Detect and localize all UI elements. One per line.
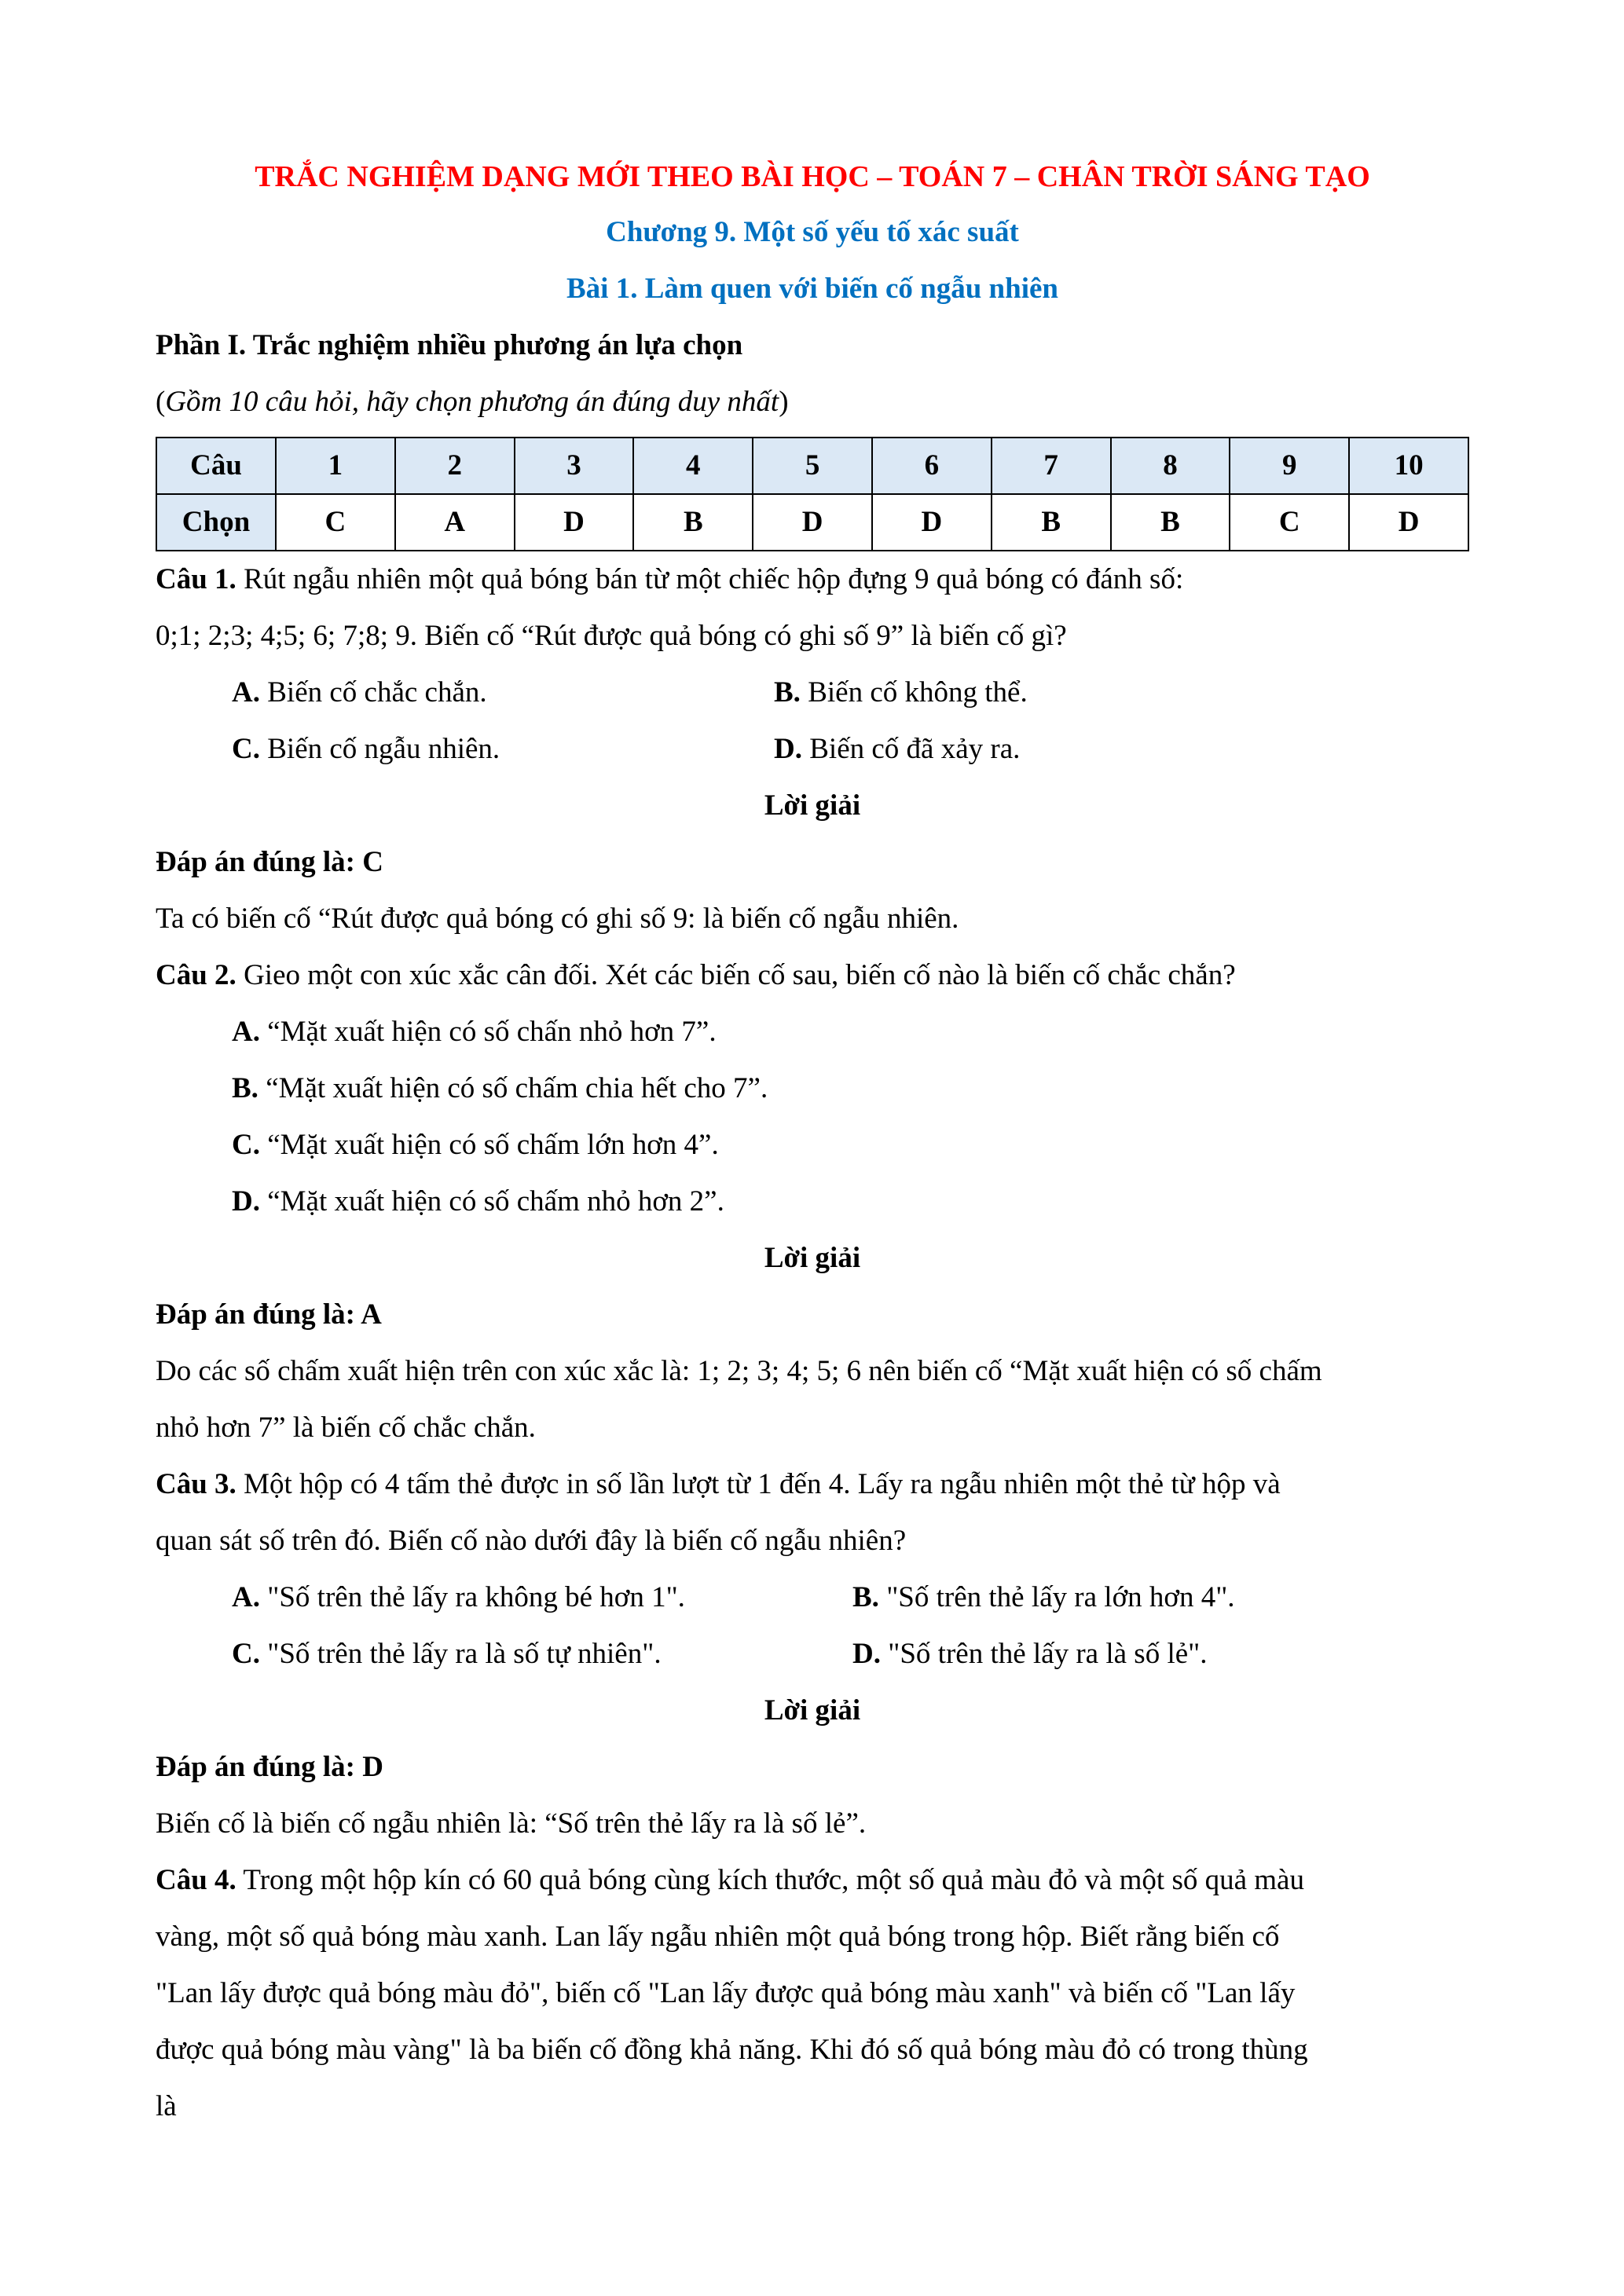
question-1-stem-line2: 0;1; 2;3; 4;5; 6; 7;8; 9. Biến cố “Rút được quả bóng có ghi số 9” là biến cố gì? — [156, 620, 1067, 652]
question-3-options-row1 — [156, 1569, 1469, 1626]
question-3-stem: Câu 3. Một hộp có 4 tấm thẻ được in số lần lượt từ 1 đến 4. Lấy ra ngẫu nhiên một thẻ từ hộp và — [156, 1468, 1281, 1500]
question-label: Câu 1. — [156, 563, 236, 595]
question-number-cell: 4 — [633, 438, 753, 494]
chapter-heading: Chương 9. Một số yếu tố xác suất — [606, 216, 1019, 248]
explanation: Ta có biến cố “Rút được quả bóng có ghi số 9: là biến cố ngẫu nhiên. — [156, 903, 959, 935]
solution-heading: Lời giải — [764, 789, 861, 822]
choice-cell: D — [1349, 494, 1468, 551]
choice-cell: B — [1111, 494, 1230, 551]
option-a: A. “Mặt xuất hiện có số chấn nhỏ hơn 7”. — [232, 1016, 717, 1048]
question-1-stem: Câu 1. Rút ngẫu nhiên một quả bóng bán từ một chiếc hộp đựng 9 quả bóng có đánh số: — [156, 563, 1184, 595]
option-a: A. "Số trên thẻ lấy ra không bé hơn 1". — [232, 1581, 685, 1613]
question-number-cell: 5 — [753, 438, 872, 494]
question-number-cell: 8 — [1111, 438, 1230, 494]
choice-cell: B — [633, 494, 753, 551]
correct-answer: Đáp án đúng là: A — [156, 1298, 382, 1331]
question-1 — [156, 551, 1469, 947]
choice-cell: A — [395, 494, 515, 551]
document-page — [156, 149, 1469, 2135]
question-4-stem-line3: "Lan lấy được quả bóng màu đỏ", biến cố "Lan lấy được quả bóng màu xanh" và biến cố "Lan lấy — [156, 1977, 1296, 2009]
part-instructions: (Gồm 10 câu hỏi, hãy chọn phương án đúng duy nhất) — [156, 386, 789, 418]
choice-cell: B — [992, 494, 1111, 551]
question-number-cell: 3 — [515, 438, 634, 494]
part-heading: Phần I. Trắc nghiệm nhiều phương án lựa chọn — [156, 329, 743, 361]
question-label: Câu 3. — [156, 1468, 236, 1500]
option-b: B. “Mặt xuất hiện có số chấm chia hết cho 7”. — [232, 1072, 768, 1104]
option-b: B. Biến cố không thể. — [774, 676, 1028, 709]
question-number-cell: 1 — [276, 438, 395, 494]
lesson-heading: Bài 1. Làm quen với biến cố ngẫu nhiên — [566, 273, 1058, 305]
option-d: D. Biến cố đã xảy ra. — [774, 733, 1021, 765]
choice-cell: C — [1230, 494, 1349, 551]
question-number-cell: 7 — [992, 438, 1111, 494]
explanation-line2: nhỏ hơn 7” là biến cố chắc chắn. — [156, 1412, 536, 1444]
question-4 — [156, 1852, 1469, 2135]
question-number-cell: 10 — [1349, 438, 1468, 494]
solution-heading: Lời giải — [764, 1242, 861, 1274]
choice-cell: C — [276, 494, 395, 551]
option-c: C. "Số trên thẻ lấy ra là số tự nhiên". — [232, 1638, 662, 1670]
question-number-cell: 6 — [872, 438, 992, 494]
option-d: D. “Mặt xuất hiện có số chấm nhỏ hơn 2”. — [232, 1185, 724, 1218]
choice-cell: D — [515, 494, 634, 551]
option-b: B. "Số trên thẻ lấy ra lớn hơn 4". — [852, 1581, 1235, 1613]
choice-cell: D — [872, 494, 992, 551]
question-2 — [156, 947, 1469, 1456]
question-3 — [156, 1456, 1469, 1852]
question-4-stem-line5: là — [156, 2090, 177, 2122]
question-row-label: Câu — [156, 438, 276, 494]
question-label: Câu 4. — [156, 1864, 236, 1896]
choice-row-label: Chọn — [156, 494, 276, 551]
option-c: C. “Mặt xuất hiện có số chấm lớn hơn 4”. — [232, 1129, 719, 1161]
option-d: D. "Số trên thẻ lấy ra là số lẻ". — [852, 1638, 1208, 1670]
question-3-stem-line2: quan sát số trên đó. Biến cố nào dưới đây là biến cố ngẫu nhiên? — [156, 1525, 907, 1557]
option-a: A. Biến cố chắc chắn. — [232, 676, 487, 709]
correct-answer: Đáp án đúng là: C — [156, 846, 383, 878]
question-3-options-row2 — [156, 1626, 1469, 1683]
answer-key-table — [156, 437, 1469, 551]
document-title: TRẮC NGHIỆM DẠNG MỚI THEO BÀI HỌC – TOÁN 7 – CHÂN TRỜI SÁNG TẠO — [255, 160, 1370, 193]
option-c: C. Biến cố ngẫu nhiên. — [232, 733, 500, 765]
solution-heading: Lời giải — [764, 1694, 861, 1727]
choice-cell: D — [753, 494, 872, 551]
question-4-stem-line2: vàng, một số quả bóng màu xanh. Lan lấy ngẫu nhiên một quả bóng trong hộp. Biết rằng biến cố — [156, 1921, 1280, 1953]
question-2-stem: Câu 2. Gieo một con xúc xắc cân đối. Xét các biến cố sau, biến cố nào là biến cố chắc chắn? — [156, 959, 1236, 991]
question-number-cell: 2 — [395, 438, 515, 494]
explanation: Biến cố là biến cố ngẫu nhiên là: “Số trên thẻ lấy ra là số lẻ”. — [156, 1807, 867, 1840]
instructions-text: Gồm 10 câu hỏi, hãy chọn phương án đúng duy nhất — [165, 386, 779, 418]
correct-answer: Đáp án đúng là: D — [156, 1751, 383, 1783]
question-label: Câu 2. — [156, 959, 236, 991]
explanation-line1: Do các số chấm xuất hiện trên con xúc xắc là: 1; 2; 3; 4; 5; 6 nên biến cố “Mặt xuất hiện có số chấm — [156, 1355, 1322, 1387]
question-1-options-row1 — [156, 665, 1469, 721]
question-number-cell: 9 — [1230, 438, 1349, 494]
answer-table-choice-row — [156, 494, 1468, 551]
question-4-stem-line4: được quả bóng màu vàng" là ba biến cố đồng khả năng. Khi đó số quả bóng màu đỏ có trong thùng — [156, 2034, 1308, 2066]
question-1-options-row2 — [156, 721, 1469, 778]
answer-table-question-row — [156, 438, 1468, 494]
question-4-stem-line1: Câu 4. Trong một hộp kín có 60 quả bóng cùng kích thước, một số quả màu đỏ và một số quả màu — [156, 1864, 1304, 1896]
